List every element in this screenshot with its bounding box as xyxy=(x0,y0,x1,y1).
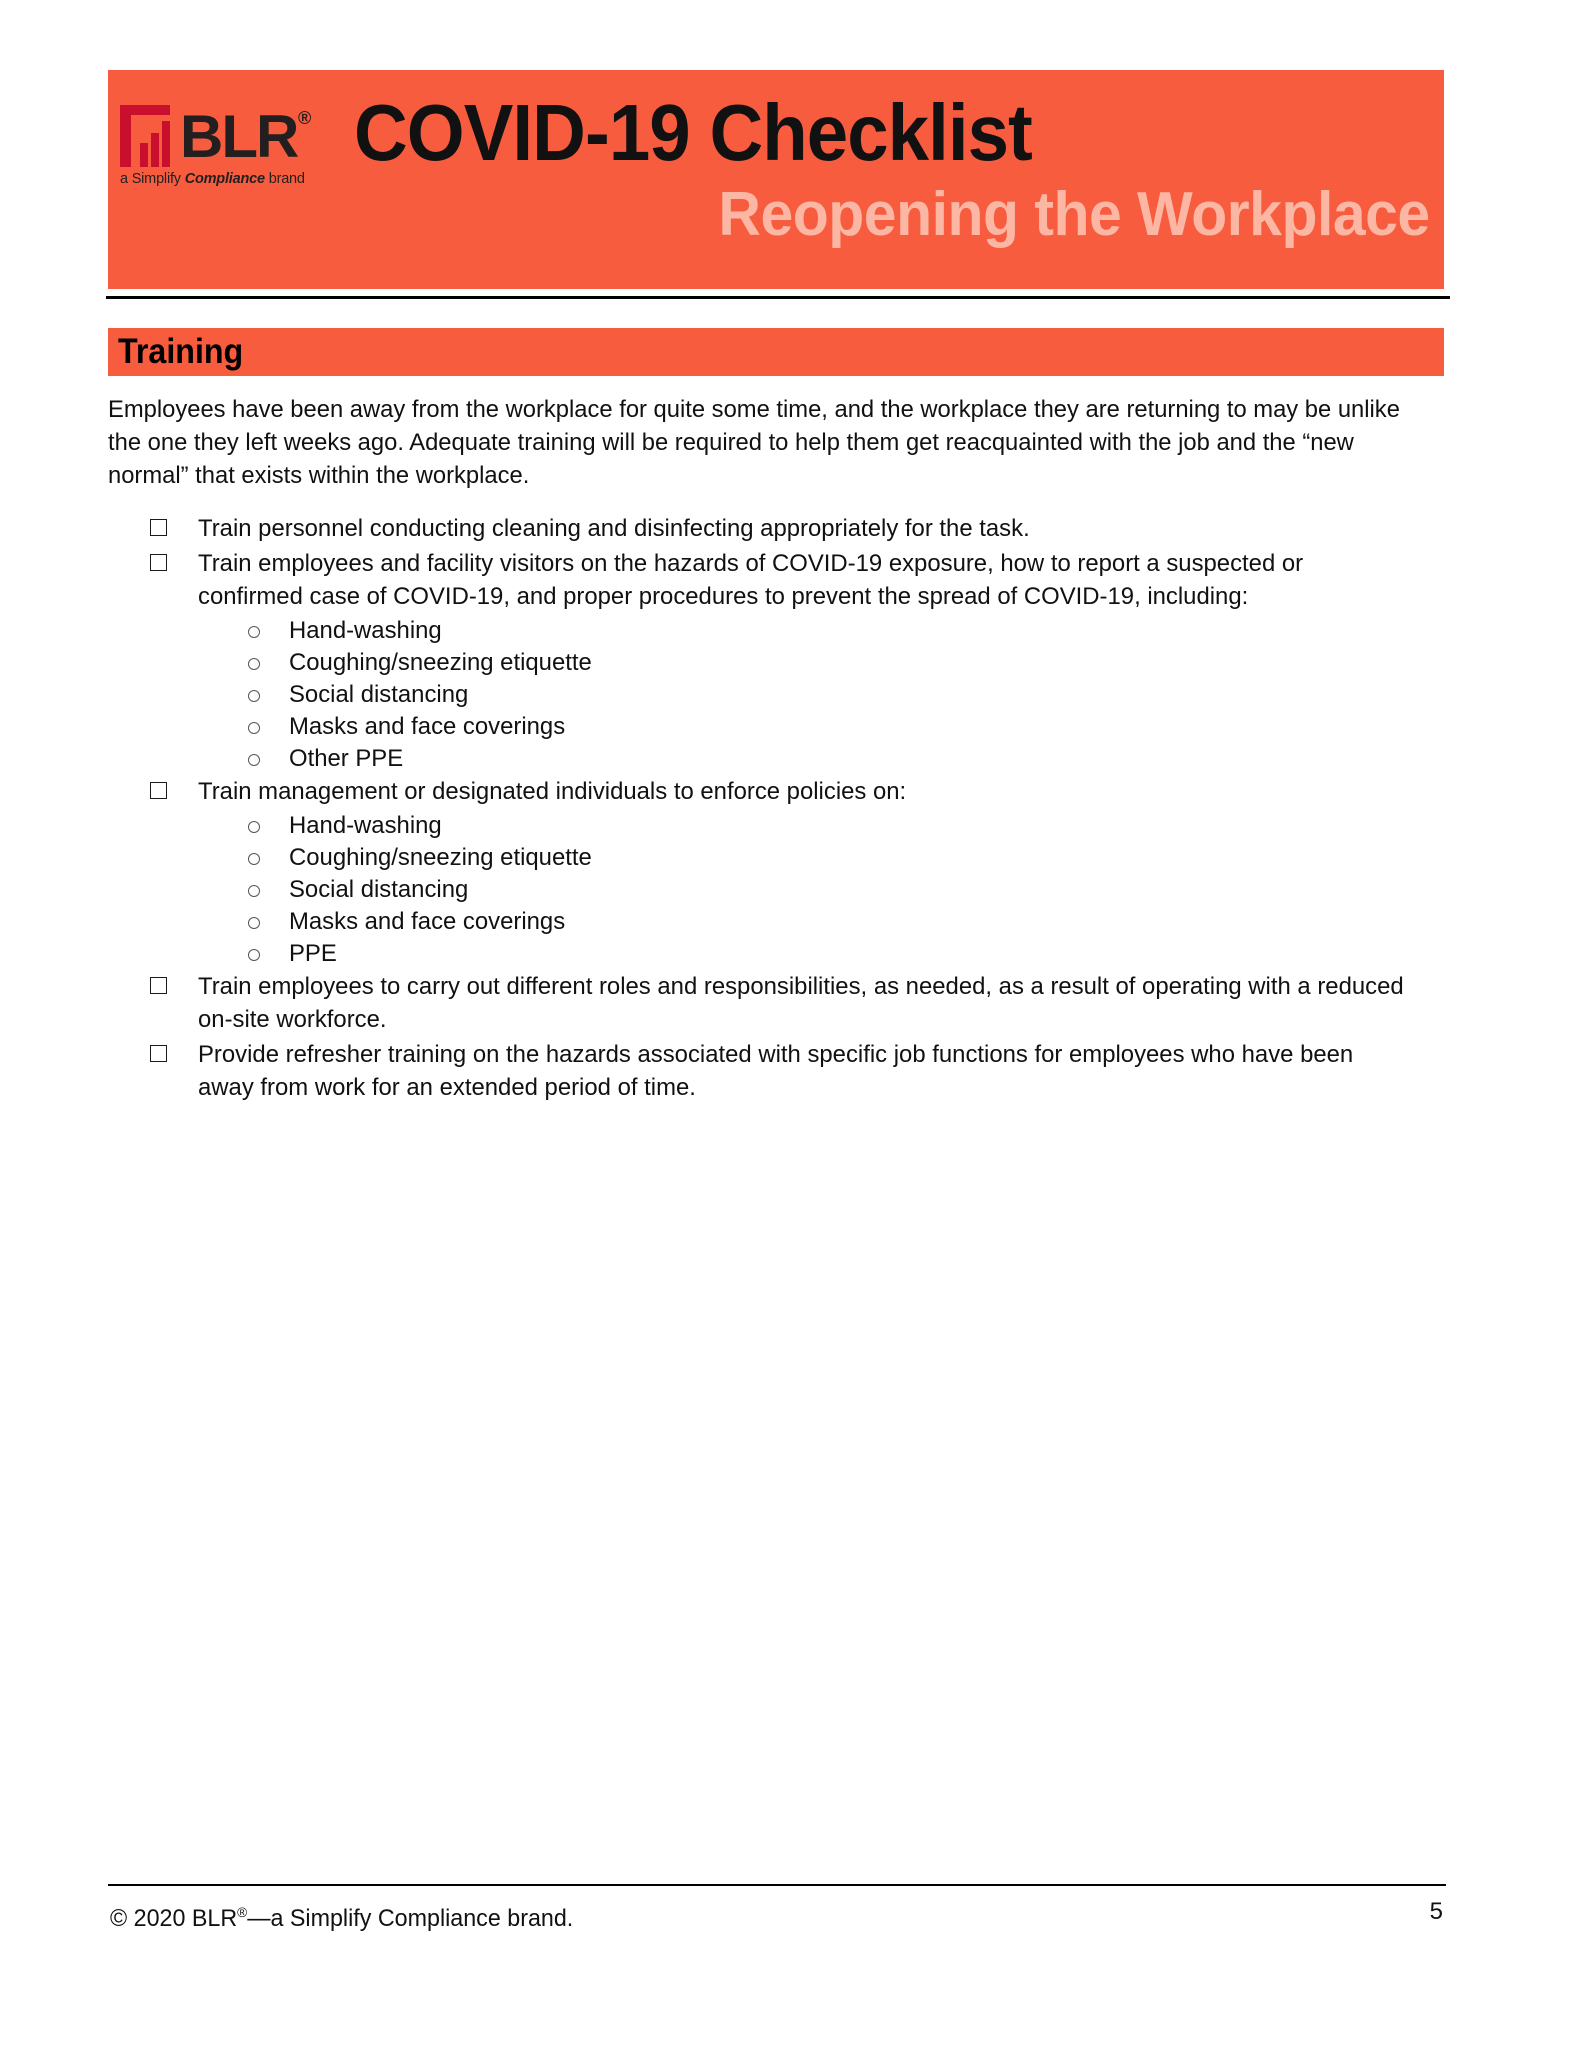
checklist-subitem xyxy=(108,679,1444,711)
checkbox-icon[interactable] xyxy=(150,519,167,536)
checkbox-icon[interactable] xyxy=(150,977,167,994)
checklist-subitem xyxy=(108,743,1444,775)
section-heading-bar xyxy=(108,328,1444,376)
footer-copyright xyxy=(110,1896,573,1935)
header-divider xyxy=(106,296,1450,299)
registered-trademark-icon: ® xyxy=(298,108,310,128)
section-intro-paragraph: Employees have been away from the workplace for quite some time, and the workplace they are returning to may be unlike the one they left weeks ago. Adequate training will be required to help them get reacquainted with the job and the “new normal” that exists within the workplace. xyxy=(108,396,1400,489)
checklist-sublist xyxy=(108,810,1444,970)
page-number: 5 xyxy=(1429,1898,1443,1925)
checklist xyxy=(108,512,1444,1106)
logo-wordmark xyxy=(180,103,310,170)
page-title: COVID-19 Checklist xyxy=(354,88,1032,177)
circle-bullet-icon xyxy=(248,754,260,766)
circle-bullet-icon xyxy=(248,949,260,961)
blr-logo xyxy=(120,93,348,193)
footer-divider xyxy=(108,1884,1446,1886)
checklist-subitem xyxy=(108,938,1444,970)
logo-tagline-suffix: brand xyxy=(264,171,305,187)
checklist-subitem xyxy=(108,874,1444,906)
logo-row xyxy=(120,93,348,170)
circle-bullet-icon xyxy=(248,722,260,734)
checklist-subitem xyxy=(108,842,1444,874)
checklist-subitem-label: Hand-washing xyxy=(289,617,442,644)
checklist-sublist xyxy=(108,615,1444,775)
header-banner xyxy=(108,70,1444,289)
footer-copyright-suffix: —a Simplify Compliance brand. xyxy=(247,1905,574,1932)
section-heading-label: Training xyxy=(118,332,244,371)
checklist-subitem-label: Coughing/sneezing etiquette xyxy=(289,844,592,871)
circle-bullet-icon xyxy=(248,917,260,929)
page-subtitle: Reopening the Workplace xyxy=(718,180,1430,249)
checklist-item-label: Provide refresher training on the hazards associated with specific job functions for employees who have been away from work for an extended period of time. xyxy=(198,1041,1354,1101)
checklist-subitem-label: Social distancing xyxy=(289,681,469,708)
checklist-subitem xyxy=(108,615,1444,647)
checklist-subitem xyxy=(108,711,1444,743)
checklist-subitem-label: Hand-washing xyxy=(289,812,442,839)
checklist-subitem xyxy=(108,810,1444,842)
circle-bullet-icon xyxy=(248,853,260,865)
checkbox-icon[interactable] xyxy=(150,782,167,799)
circle-bullet-icon xyxy=(248,885,260,897)
checklist-item xyxy=(108,970,1444,1036)
checklist-item-label: Train employees to carry out different roles and responsibilities, as needed, as a result of operating with a reduced on-site workforce. xyxy=(198,973,1404,1033)
circle-bullet-icon xyxy=(248,626,260,638)
logo-wordmark-text: BLR xyxy=(180,103,298,170)
blr-bar-chart-icon xyxy=(120,101,176,167)
checklist-subitem-label: Other PPE xyxy=(289,745,404,772)
checklist-subitem xyxy=(108,647,1444,679)
checklist-item-label: Train employees and facility visitors on the hazards of COVID-19 exposure, how to report a suspected or confirmed case of COVID-19, and proper procedures to prevent the spread of COVID-19, including: xyxy=(198,550,1304,610)
footer-registered-trademark-icon: ® xyxy=(237,1904,248,1920)
checklist-item xyxy=(108,775,1444,808)
logo-tagline-bold: Compliance xyxy=(184,171,265,187)
circle-bullet-icon xyxy=(248,658,260,670)
checklist-item xyxy=(108,1038,1444,1104)
checklist-item xyxy=(108,547,1444,613)
checklist-subitem-label: Masks and face coverings xyxy=(289,908,566,935)
checkbox-icon[interactable] xyxy=(150,1045,167,1062)
checklist-item xyxy=(108,512,1444,545)
checklist-subitem xyxy=(108,906,1444,938)
checklist-subitem-label: PPE xyxy=(289,940,337,967)
checklist-subitem-label: Coughing/sneezing etiquette xyxy=(289,649,592,676)
circle-bullet-icon xyxy=(248,821,260,833)
footer-copyright-prefix: © 2020 BLR xyxy=(110,1905,238,1932)
logo-tagline xyxy=(120,171,348,187)
checklist-item-label: Train personnel conducting cleaning and disinfecting appropriately for the task. xyxy=(198,515,1030,542)
checkbox-icon[interactable] xyxy=(150,554,167,571)
checklist-item-label: Train management or designated individuals to enforce policies on: xyxy=(198,778,907,805)
checklist-subitem-label: Masks and face coverings xyxy=(289,713,566,740)
checklist-subitem-label: Social distancing xyxy=(289,876,469,903)
logo-tagline-prefix: a Simplify xyxy=(120,171,185,187)
circle-bullet-icon xyxy=(248,690,260,702)
